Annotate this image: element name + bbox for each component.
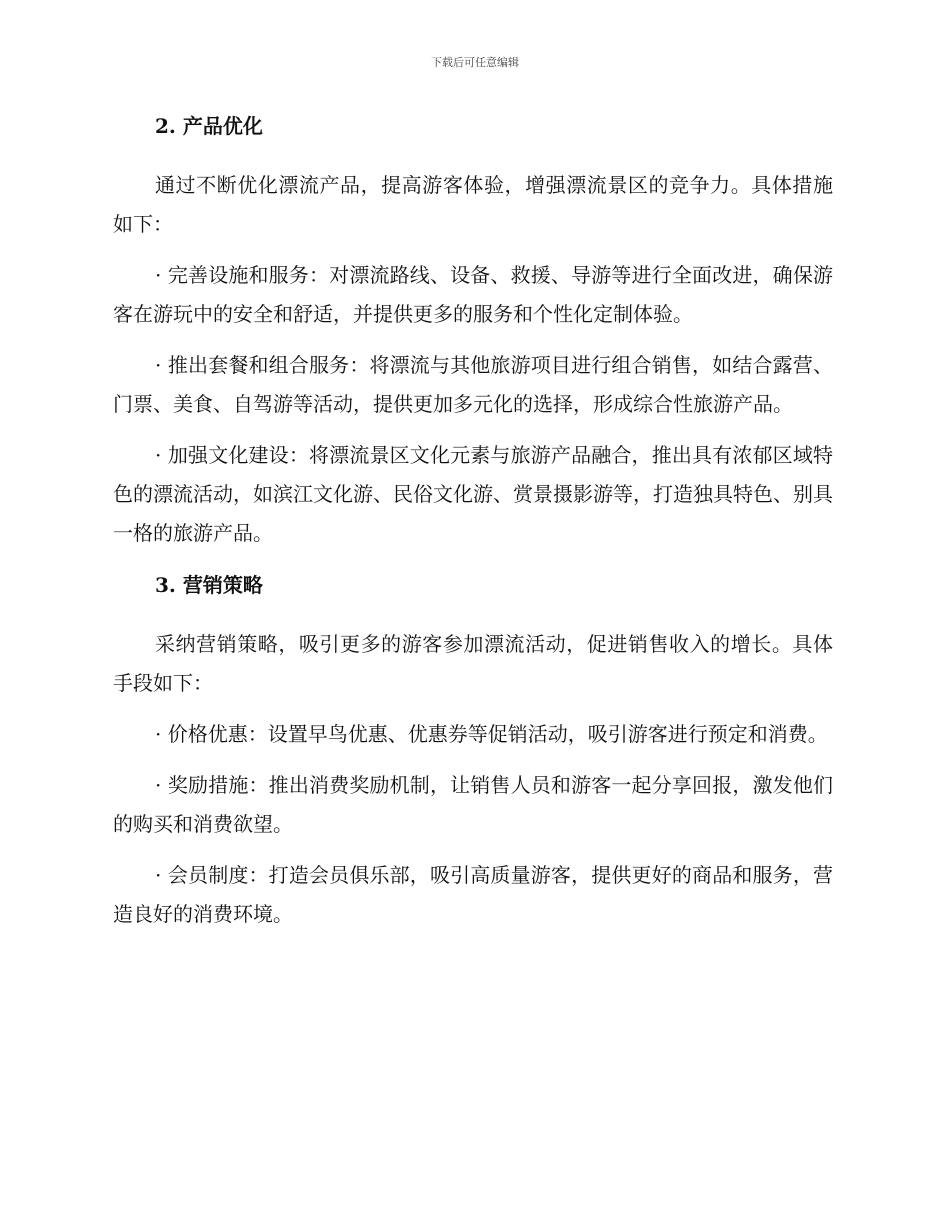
bullet-paragraph: · 奖励措施：推出消费奖励机制，让销售人员和游客一起分享回报，激发他们的购买和消费欲望。 (113, 773, 833, 836)
bullet-paragraph: · 加强文化建设：将漂流景区文化元素与旅游产品融合，推出具有浓郁区域特色的漂流活动，如滨江文化游、民俗文化游、赏景摄影游等，打造独具特色、别具一格的旅游产品。 (113, 443, 833, 545)
bullet-paragraph: · 完善设施和服务：对漂流路线、设备、救援、导游等进行全面改进，确保游客在游玩中的安全和舒适，并提供更多的服务和个性化定制体验。 (113, 263, 833, 326)
page-header: 下载后可任意编辑 (431, 56, 519, 69)
paragraph: 通过不断优化漂流产品，提高游客体验，增强漂流景区的竞争力。具体措施如下： (113, 173, 833, 236)
bullet-paragraph: · 会员制度：打造会员俱乐部，吸引高质量游客，提供更好的商品和服务，营造良好的消费环境。 (113, 863, 833, 926)
section-heading-marketing-strategy: 3. 营销策略 (155, 573, 263, 597)
document-body (113, 106, 833, 946)
bullet-paragraph: · 推出套餐和组合服务：将漂流与其他旅游项目进行组合销售，如结合露营、门票、美食、自驾游等活动，提供更加多元化的选择，形成综合性旅游产品。 (113, 353, 833, 416)
bullet-paragraph: · 价格优惠：设置早鸟优惠、优惠券等促销活动，吸引游客进行预定和消费。 (155, 722, 828, 746)
paragraph: 采纳营销策略，吸引更多的游客参加漂流活动，促进销售收入的增长。具体手段如下： (113, 632, 833, 695)
section-heading-product-optimization: 2. 产品优化 (155, 114, 263, 138)
